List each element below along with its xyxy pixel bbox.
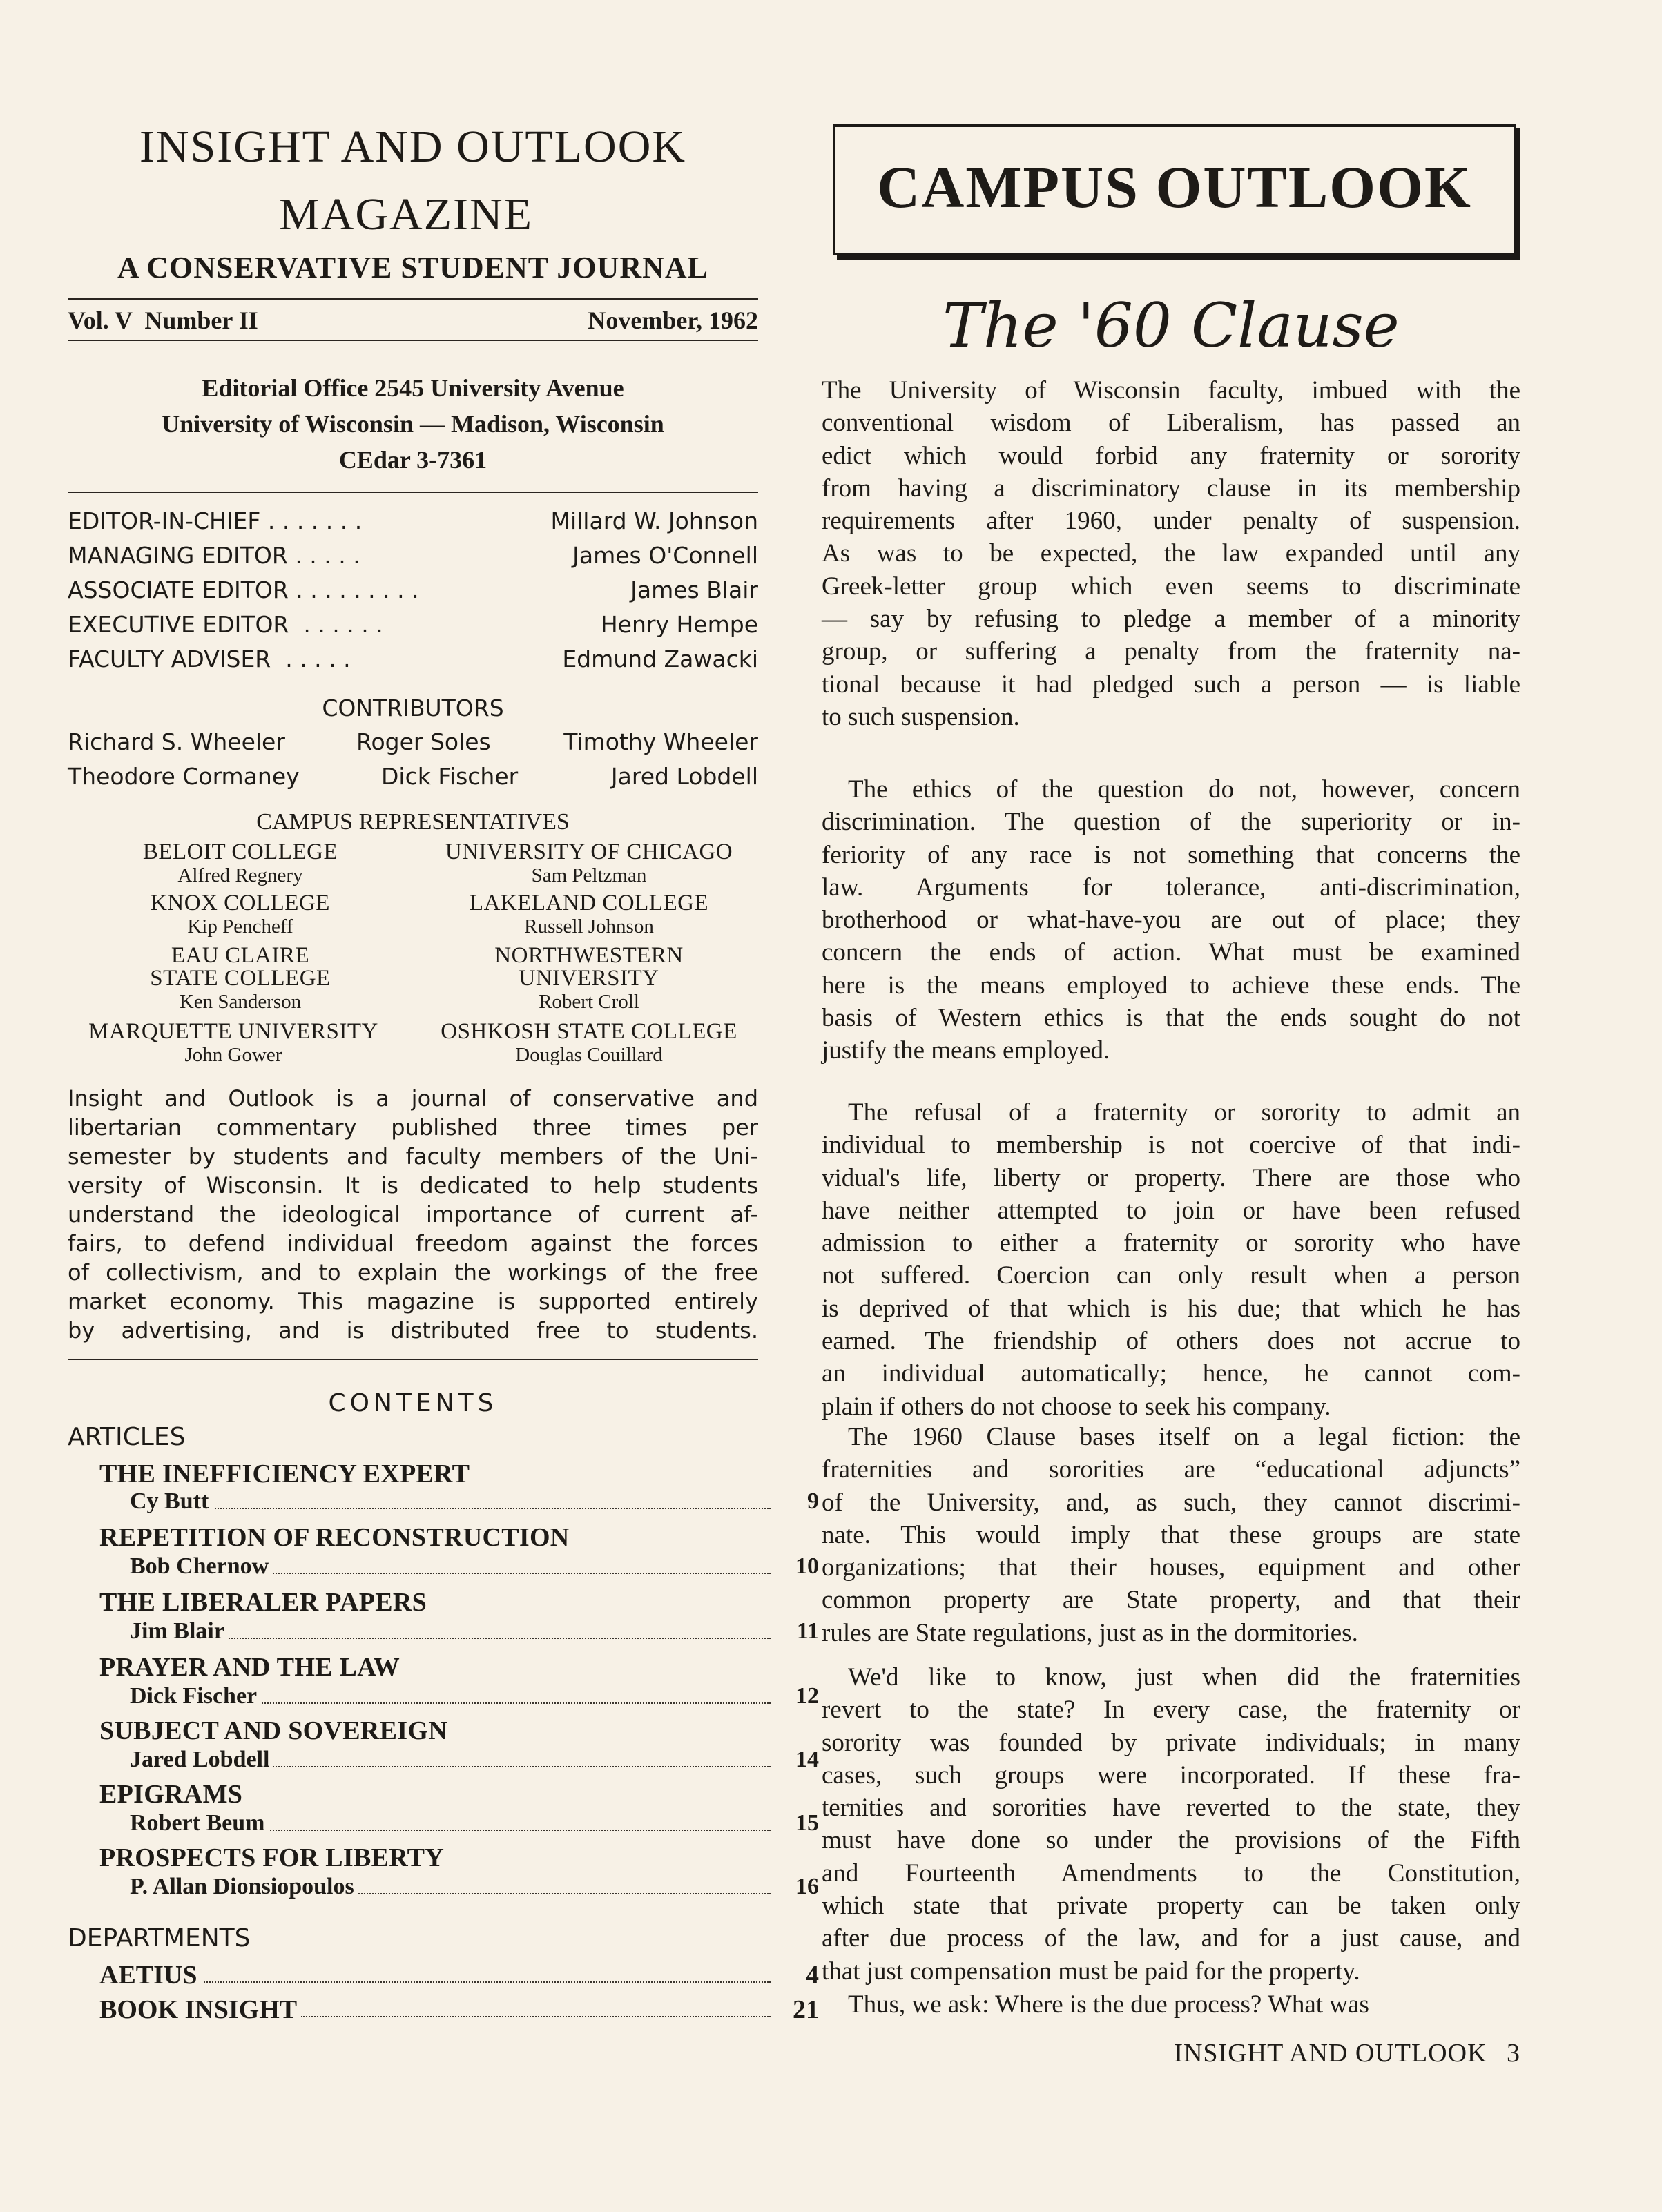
campus-rep [406, 1020, 772, 1065]
text-line: must have done so under the provisions of the Fifth [822, 1826, 1520, 1855]
text-line: earned. The friendship of others does not accrue to [822, 1327, 1520, 1356]
college-name: EAU CLAIRE [171, 943, 310, 968]
magazine-title-line1: INSIGHT AND OUTLOOK [139, 122, 687, 172]
text-line: cases, such groups were incorporated. If these fra- [822, 1760, 1520, 1789]
staff-role: MANAGING EDITOR . . . . . [68, 542, 360, 569]
rep-name: Sam Peltzman [531, 864, 647, 886]
text-line: basis of Western ethics is that the ends sought do not [822, 1004, 1520, 1033]
rep-name: John Gower [184, 1044, 282, 1066]
text-line: have neither attempted to join or have been refused [822, 1196, 1520, 1225]
volume-number: Vol. V Number II [68, 307, 258, 334]
toc-article-title: PROSPECTS FOR LIBERTY [99, 1843, 445, 1872]
contributor-name: Jared Lobdell [610, 763, 758, 790]
staff-role: FACULTY ADVISER . . . . . [68, 646, 351, 672]
article-title: The '60 Clause [943, 290, 1400, 361]
toc-page-number: 9 [807, 1488, 819, 1514]
toc-page-number: 16 [795, 1874, 819, 1899]
toc-author: Bob Chernow [130, 1555, 273, 1578]
issue-date: November, 1962 [588, 307, 758, 334]
toc-article-title: EPIGRAMS [99, 1780, 243, 1809]
college-name: LAKELAND COLLEGE [469, 891, 709, 915]
description-line: versity of Wisconsin. It is dedicated to help students [68, 1172, 758, 1199]
text-line: edict which would forbid any fraternity or sorority [822, 441, 1520, 470]
toc-article-title: PRAYER AND THE LAW [99, 1653, 400, 1682]
contributor-name: Richard S. Wheeler [68, 728, 285, 755]
rep-name: Kip Pencheff [187, 915, 293, 938]
editorial-office [68, 370, 758, 478]
magazine-title-line2: MAGAZINE [279, 189, 533, 240]
office-phone: CEdar 3-7361 [338, 446, 487, 474]
staff-name: Millard W. Johnson [550, 507, 758, 534]
rep-name: Douglas Couillard [515, 1044, 663, 1066]
staff-name: Edmund Zawacki [562, 646, 758, 672]
text-line: justify the means employed. [822, 1036, 1110, 1065]
text-line: vidual's life, liberty or property. There are those who [822, 1163, 1520, 1192]
contents-heading: CONTENTS [328, 1389, 498, 1417]
college-name: BELOIT COLLEGE [142, 840, 338, 864]
text-line: group, or suffering a penalty from the fraternity na- [822, 637, 1520, 666]
text-line: requirements after 1960, under penalty of suspension. [822, 507, 1520, 536]
magazine-subtitle: A CONSERVATIVE STUDENT JOURNAL [117, 251, 709, 284]
article-paragraph [822, 1096, 1520, 1423]
college-name: NORTHWESTERN [494, 943, 684, 968]
campus-reps-heading: CAMPUS REPRESENTATIVES [256, 809, 570, 835]
running-head: INSIGHT AND OUTLOOK [1174, 2039, 1487, 2068]
contributor-name: Roger Soles [356, 728, 491, 755]
campus-rep [406, 892, 772, 937]
text-line: common property are State property, and that their [822, 1586, 1520, 1615]
text-line: not suffered. Coercion can only result when a person [822, 1261, 1520, 1290]
text-line: plain if others do not choose to seek his company. [822, 1392, 1331, 1421]
rep-name: Ken Sanderson [179, 991, 302, 1013]
text-line: tional because it had pledged such a person — is liable [822, 670, 1520, 699]
contributor-name: Dick Fischer [381, 763, 519, 790]
articles-section-label: ARTICLES [68, 1423, 186, 1451]
text-line: to such suspension. [822, 702, 1020, 731]
section-banner [833, 124, 1516, 255]
contributors-heading: CONTRIBUTORS [322, 695, 504, 721]
text-line: feriority of any race is not something that concerns the [822, 840, 1520, 869]
text-line: conventional wisdom of Liberalism, has passed an [822, 409, 1520, 438]
text-line: The refusal of a fraternity or sorority to admit an [848, 1098, 1520, 1127]
toc-page-number: 10 [795, 1553, 819, 1579]
staff-name: James O'Connell [572, 542, 758, 569]
toc-article-title: THE INEFFICIENCY EXPERT [99, 1459, 470, 1488]
toc-article-title: REPETITION OF RECONSTRUCTION [99, 1523, 570, 1552]
text-line: — say by refusing to pledge a member of a minority [822, 605, 1520, 634]
description-line: semester by students and faculty members of the Uni- [68, 1143, 758, 1170]
office-university: University of Wisconsin — Madison, Wisconsin [162, 410, 664, 438]
section-title: CAMPUS OUTLOOK [877, 154, 1472, 220]
page-number: 3 [1507, 2039, 1520, 2068]
toc-author: Robert Beum [130, 1812, 269, 1835]
text-line: sorority was founded by private individuals; in many [822, 1728, 1520, 1757]
text-line: Greek-letter group which even seems to discriminate [822, 572, 1520, 601]
article-paragraph [822, 374, 1520, 733]
text-line: We'd like to know, just when did the fraternities [848, 1663, 1520, 1691]
campus-rep [406, 841, 772, 886]
toc-page-number: 11 [796, 1618, 819, 1644]
staff-name: James Blair [630, 576, 758, 603]
text-line: which state that private property can be taken only [822, 1892, 1520, 1921]
magazine-description [68, 1084, 758, 1345]
text-line: of the University, and, as such, they cannot discrimi- [822, 1488, 1520, 1517]
text-line: after due process of the law, and for a just cause, and [822, 1924, 1520, 1953]
text-line: nate. This would imply that these groups are state [822, 1520, 1520, 1549]
text-line: revert to the state? In every case, the fraternity or [822, 1696, 1520, 1725]
text-line: individual to membership is not coercive of that indi- [822, 1131, 1520, 1160]
rep-name: Robert Croll [539, 991, 639, 1013]
description-line: Insight and Outlook is a journal of conservative and [68, 1085, 758, 1112]
text-line: here is the means employed to achieve these ends. The [822, 971, 1520, 1000]
article-paragraph [822, 1421, 1520, 1649]
text-line: As was to be expected, the law expanded until any [822, 539, 1520, 568]
toc-department-title: AETIUS [99, 1962, 202, 1988]
leader-dots [130, 1508, 771, 1509]
contributor-name: Theodore Cormaney [68, 763, 300, 790]
toc-page-number: 4 [806, 1961, 819, 1990]
toc-page-number: 12 [795, 1683, 819, 1709]
toc-author: Dick Fischer [130, 1685, 261, 1708]
issue-line [68, 308, 758, 333]
text-line: ternities and sororities have reverted to the state, they [822, 1794, 1520, 1823]
text-line: The 1960 Clause bases itself on a legal fiction: the [848, 1423, 1520, 1451]
text-line: fraternities and sororities are “educational adjuncts” [822, 1455, 1520, 1484]
campus-rep [68, 841, 413, 886]
campus-rep [406, 944, 772, 1012]
text-line: and Fourteenth Amendments to the Constitution, [822, 1859, 1520, 1888]
college-name: OSHKOSH STATE COLLEGE [441, 1019, 737, 1044]
article-paragraph [822, 1661, 1520, 1988]
description-line: by advertising, and is distributed free to students. [68, 1317, 758, 1343]
text-line: from having a discriminatory clause in its membership [822, 474, 1520, 503]
description-line: libertarian commentary published three times per [68, 1114, 758, 1141]
divider [68, 1359, 758, 1360]
text-line: Thus, we ask: Where is the due process? What was [848, 1990, 1369, 2019]
college-name: STATE COLLEGE [150, 966, 331, 991]
campus-rep [68, 944, 413, 1012]
text-line: The ethics of the question do not, however, concern [848, 775, 1520, 804]
article-paragraph [822, 773, 1520, 1067]
toc-article-title: THE LIBERALER PAPERS [99, 1588, 427, 1617]
description-line: market economy. This magazine is supported entirely [68, 1288, 758, 1314]
divider [68, 340, 758, 341]
text-line: that just compensation must be paid for the property. [822, 1957, 1360, 1986]
staff-role: EDITOR-IN-CHIEF . . . . . . . [68, 507, 363, 534]
divider [68, 492, 758, 493]
text-line: an individual automatically; hence, he cannot com- [822, 1359, 1520, 1388]
toc-author: P. Allan Dionsiopoulos [130, 1875, 358, 1899]
toc-author: Cy Butt [130, 1490, 213, 1513]
college-name: UNIVERSITY [519, 966, 659, 991]
toc-page-number: 21 [793, 1995, 819, 2024]
office-address: Editorial Office 2545 University Avenue [202, 374, 624, 402]
text-line: concern the ends of action. What must be examined [822, 938, 1520, 967]
text-line: brotherhood or what-have-you are out of place; they [822, 906, 1520, 935]
text-line: is deprived of that which is his due; that which he has [822, 1294, 1520, 1323]
description-line: of collectivism, and to explain the workings of the free [68, 1259, 758, 1286]
toc-author: Jim Blair [130, 1620, 229, 1643]
departments-section-label: DEPARTMENTS [68, 1924, 251, 1952]
college-name: KNOX COLLEGE [151, 891, 330, 915]
staff-role: ASSOCIATE EDITOR . . . . . . . . . [68, 576, 419, 603]
text-line: rules are State regulations, just as in the dormitories. [822, 1618, 1358, 1647]
contributor-name: Timothy Wheeler [563, 728, 758, 755]
toc-page-number: 15 [795, 1810, 819, 1836]
staff-name: Henry Hempe [600, 611, 758, 638]
text-line: organizations; that their houses, equipment and other [822, 1553, 1520, 1582]
text-line: discrimination. The question of the superiority or in- [822, 808, 1520, 837]
college-name: MARQUETTE UNIVERSITY [88, 1019, 378, 1044]
page-footer [1174, 2038, 1520, 2068]
text-line: The University of Wisconsin faculty, imbued with the [822, 376, 1520, 405]
toc-article-title: SUBJECT AND SOVEREIGN [99, 1716, 447, 1745]
college-name: UNIVERSITY OF CHICAGO [445, 840, 733, 864]
toc-author: Jared Lobdell [130, 1748, 273, 1772]
staff-role: EXECUTIVE EDITOR . . . . . . [68, 611, 383, 638]
rep-name: Russell Johnson [524, 915, 654, 938]
toc-page-number: 14 [795, 1747, 819, 1772]
description-line: fairs, to defend individual freedom against the forces [68, 1230, 758, 1257]
toc-department-title: BOOK INSIGHT [99, 1997, 301, 2023]
text-line: admission to either a fraternity or sorority who have [822, 1229, 1520, 1258]
rep-name: Alfred Regnery [177, 864, 303, 886]
divider [68, 298, 758, 300]
campus-rep [68, 892, 413, 937]
article-paragraph [822, 1988, 1520, 2021]
campus-rep [54, 1020, 413, 1065]
text-line: law. Arguments for tolerance, anti-discrimination, [822, 873, 1520, 902]
description-line: understand the ideological importance of current af- [68, 1201, 758, 1228]
